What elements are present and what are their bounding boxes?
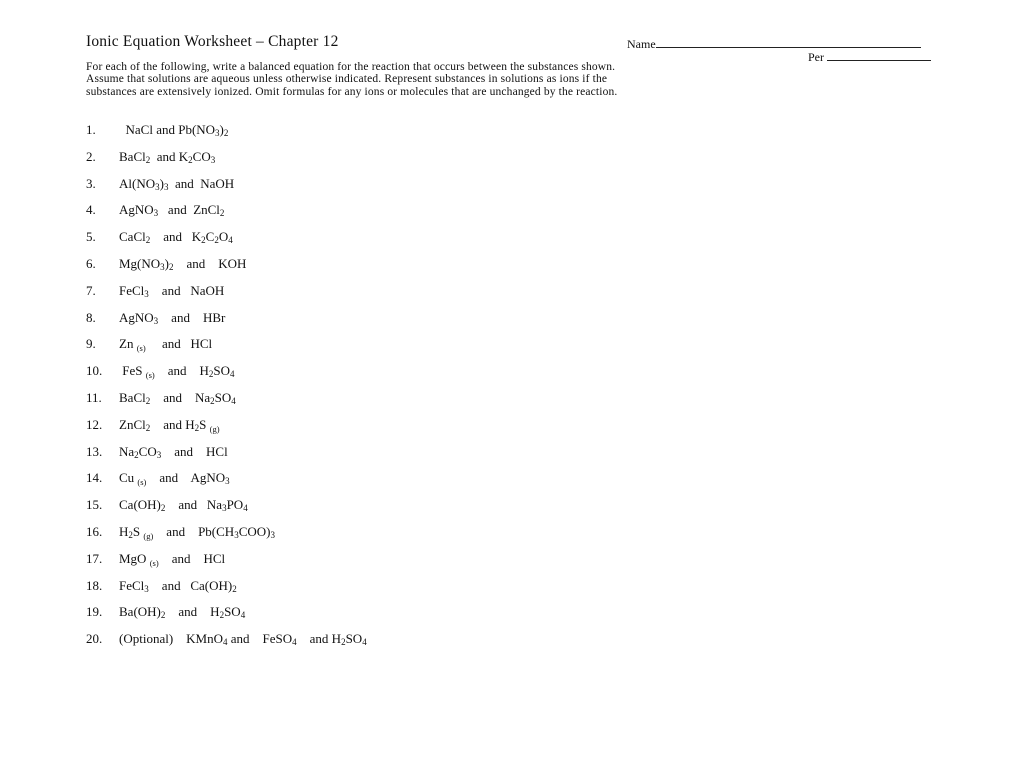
problem-number: 19.	[86, 604, 103, 620]
name-label: Name	[627, 37, 656, 51]
instruction-line: substances are extensively ionized. Omit formulas for any ions or molecules that are unchanged by the reaction.	[86, 85, 618, 98]
problem-reactants: BaCl$_2$ and $Na_2SO_4$	[119, 389, 236, 406]
problem-item	[86, 283, 367, 310]
problem-reactants: $Mg(NO_3)_2$ and KOH	[119, 255, 247, 272]
problem-number: 6.	[86, 255, 96, 271]
problem-reactants: BaCl$_2$ and $K_2CO_3$	[119, 148, 216, 165]
problem-reactants: $Na_2CO_3$ and HCl	[119, 443, 228, 460]
problem-reactants: MgO $_{(s)}$ and HCl	[119, 550, 226, 568]
problem-reactants: CaCl$_2$ and $K_2C_2O_4$	[119, 229, 233, 246]
problem-reactants: NaCl and $Pb(NO_3)_2$	[119, 122, 229, 138]
problem-item	[86, 578, 367, 605]
problem-number: 13.	[86, 443, 103, 459]
problem-list	[86, 122, 367, 658]
problem-item	[86, 363, 367, 390]
problem-number: 4.	[86, 202, 96, 218]
problem-item	[86, 149, 367, 176]
problem-number: 10.	[86, 363, 103, 379]
problem-number: 5.	[86, 229, 96, 245]
problem-reactants: $Al(NO_3)_3$ and NaOH	[119, 175, 235, 192]
problem-reactants: FeCl$_3$ and $Ca(OH)_2$	[119, 577, 237, 594]
problem-number: 14.	[86, 470, 103, 486]
problem-item	[86, 524, 367, 551]
problem-item	[86, 604, 367, 631]
page-title: Ionic Equation Worksheet – Chapter 12	[86, 33, 339, 50]
problem-reactants: $H_2S$ $_{(g)}$ and $Pb(CH_3COO)_3$	[119, 523, 275, 541]
period-blank-line[interactable]	[827, 49, 931, 61]
problem-number: 15.	[86, 497, 103, 513]
problem-item	[86, 390, 367, 417]
problem-number: 7.	[86, 282, 96, 298]
problem-reactants: AgNO$_3$ and HBr	[119, 309, 226, 326]
problem-number: 16.	[86, 523, 103, 539]
period-label: Per	[808, 50, 824, 64]
problem-reactants: FeCl$_3$ and NaOH	[119, 282, 225, 299]
problem-number: 11.	[86, 389, 102, 405]
problem-item	[86, 336, 367, 363]
problem-number: 12.	[86, 416, 103, 432]
problem-item	[86, 229, 367, 256]
problem-reactants: $Ca(OH)_2$ and $Na_3PO_4$	[119, 497, 248, 514]
problem-reactants: Zn $_{(s)}$ and HCl	[119, 336, 213, 354]
problem-item	[86, 256, 367, 283]
problem-reactants: (Optional) KMnO$_4$ and FeSO$_4$ and $H_2SO_4$	[119, 631, 367, 648]
instruction-line: Assume that solutions are aqueous unless otherwise indicated. Represent substances in solutions as ions if the	[86, 73, 608, 86]
problem-item	[86, 122, 367, 149]
problem-item	[86, 551, 367, 578]
problem-number: 17.	[86, 550, 103, 566]
problem-reactants: AgNO$_3$ and ZnCl$_2$	[119, 202, 225, 219]
problem-item	[86, 310, 367, 337]
problem-number: 20.	[86, 631, 103, 647]
problem-number: 9.	[86, 336, 96, 352]
problem-item	[86, 202, 367, 229]
problem-item	[86, 417, 367, 444]
problem-item	[86, 631, 367, 658]
problem-item	[86, 444, 367, 471]
problem-item	[86, 497, 367, 524]
problem-reactants: $Ba(OH)_2$ and $H_2SO_4$	[119, 604, 246, 621]
problem-item	[86, 470, 367, 497]
problem-number: 3.	[86, 175, 96, 191]
problem-reactants: ZnCl$_2$ and $H_2S$ $_{(g)}$	[119, 416, 220, 434]
name-blank-line[interactable]	[656, 36, 921, 48]
problem-number: 2.	[86, 148, 96, 164]
problem-number: 18.	[86, 577, 103, 593]
problem-number: 8.	[86, 309, 96, 325]
instruction-line: For each of the following, write a balanced equation for the reaction that occurs between the substances shown.	[86, 61, 616, 73]
problem-item	[86, 176, 367, 203]
instructions	[86, 61, 926, 98]
problem-reactants: FeS $_{(s)}$ and $H_2SO_4$	[119, 363, 235, 381]
problem-number: 1.	[86, 122, 96, 137]
problem-reactants: Cu $_{(s)}$ and AgNO$_3$	[119, 470, 230, 488]
